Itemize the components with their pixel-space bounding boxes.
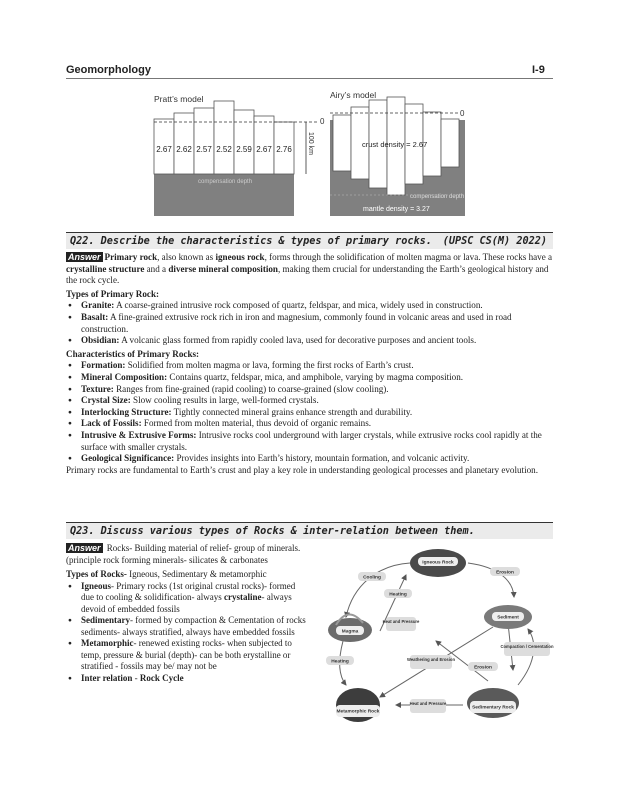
label-erosion-mid: Erosion [474, 665, 492, 671]
q23-question: Q23. Discuss various types of Rocks & inter-relation between them. [70, 526, 475, 537]
label-magma: Magma [341, 629, 359, 635]
list-item: ● Basalt: A fine-grained extrusive rock rich in iron and magnesium, commonly found in volcanic areas and used in road construction. [66, 312, 553, 335]
header-rule [66, 78, 553, 79]
list-item: ● Lack of Fossils: Formed from molten material, thus devoid of organic remains. [66, 418, 553, 430]
chapter-title: Geomorphology [66, 64, 151, 76]
q23-question-bar [66, 522, 553, 539]
page-number: I-9 [532, 64, 545, 76]
list-item: ● Texture: Ranges from fine-grained (rapid cooling) to coarse-grained (slow cooling). [66, 384, 553, 396]
airy-compensation-depth: compensation depth [410, 194, 465, 200]
q23-answer [66, 543, 306, 684]
list-item: ● Metamorphic- renewed existing rocks- when subjected to temp, pressure & burial (depth)- can be both erystalline or stratified - fossils may be/ may not be [66, 638, 306, 673]
answer-tag: Answer [68, 543, 101, 553]
airy-title: Airy’s model [330, 90, 377, 100]
label-sediment: Sediment [497, 615, 519, 621]
list-item: ● Intrusive & Extrusive Forms: Intrusive rocks cool underground with larger crystals, while extrusive rocks cool rapidly at the surface with smaller crystals. [66, 430, 553, 453]
pratt-density-1: 2.67 [156, 145, 172, 154]
label-heat-pressure-top: Heat and Pressure [382, 619, 420, 624]
label-erosion-top: Erosion [496, 570, 514, 576]
label-heating-left: Heating [331, 659, 349, 665]
list-item: ● Interlocking Structure: Tightly connected mineral grains enhance strength and durability. [66, 407, 553, 419]
pratt-zero: 0 [320, 117, 325, 126]
label-compaction: Compaction / Cementation [500, 644, 554, 649]
isostasy-figure [148, 88, 473, 223]
q22-answer [66, 252, 553, 476]
label-metamorphic-rock: Metamorphic Rock [336, 709, 380, 715]
q22-intro: Answer Primary rock, also known as igneous rock, forms through the solidification of molten magma or lava. These rocks have a crystalline structure and a diverse mineral composition, making them crucial for understanding the Earth’s geological history and the rock cycle. [66, 252, 553, 286]
q22-types-list [66, 300, 553, 346]
list-item: ● Igneous- Primary rocks (1st original crustal rocks)- formed due to cooling & solidification- always crystaline- always devoid of embedded fossils [66, 581, 306, 616]
q23-intro: Answer Rocks- Building material of relief- group of minerals. (principle rock forming minerals- silicates & carbonates [66, 543, 301, 565]
pratt-density-7: 2.76 [276, 145, 292, 154]
label-weathering: Weathering and Erosion [406, 657, 456, 662]
airy-mantle-density: mantle density = 3.27 [363, 206, 430, 213]
list-item: ● Mineral Composition: Contains quartz, feldspar, mica, and amphibole, varying by magma composition. [66, 372, 553, 384]
list-item: ● Sedimentary- formed by compaction & Cementation of rocks sediments- always stratified, always have embedded fossils [66, 615, 306, 638]
answer-tag: Answer [68, 252, 101, 262]
q23-types-heading: Types of Rocks- Igneous, Sedimentary & metamorphic [66, 569, 267, 579]
pratt-density-2: 2.62 [176, 145, 192, 154]
pratt-density-4: 2.52 [216, 145, 232, 154]
rock-cycle-diagram [318, 545, 554, 727]
label-heating-top: Heating [389, 592, 407, 598]
q22-question-bar [66, 232, 553, 249]
q22-types-heading: Types of Primary Rock: [66, 288, 160, 299]
label-heat-pressure-bottom: Heat and Pressure [409, 701, 447, 706]
pratt-density-5: 2.59 [236, 145, 252, 154]
list-item: ● Granite: A coarse-grained intrusive rock composed of quartz, feldspar, and mica, widely used in construction. [66, 300, 553, 312]
q23-rock-types-list [66, 581, 306, 685]
list-item: ● Geological Significance: Provides insights into Earth’s history, mountain formation, and volcanic activity. [66, 453, 553, 465]
airy-zero: 0 [460, 109, 465, 118]
list-item: ● Inter relation - Rock Cycle [66, 673, 306, 685]
list-item: ● Obsidian: A volcanic glass formed from rapidly cooled lava, used for decorative purposes and ancient tools. [66, 335, 553, 347]
q22-conclusion: Primary rocks are fundamental to Earth’s crust and play a key role in understanding geological processes and planetary evolution. [66, 464, 538, 475]
pratt-density-3: 2.57 [196, 145, 212, 154]
pratt-density-6: 2.67 [256, 145, 272, 154]
q22-characteristics-heading: Characteristics of Primary Rocks: [66, 348, 200, 359]
label-igneous-rock: Igneous Rock [422, 560, 454, 566]
airy-crust-density: crust density = 2.67 [362, 140, 428, 149]
q22-question: Q22. Describe the characteristics & types of primary rocks. [70, 236, 432, 247]
pratt-scale-label: 100 km [307, 132, 314, 155]
list-item: ● Crystal Size: Slow cooling results in large, well-formed crystals. [66, 395, 553, 407]
pratt-title: Pratt’s model [154, 94, 204, 104]
q22-exam-ref: (UPSC CS(M) 2022) [442, 236, 547, 247]
q22-characteristics-list [66, 360, 553, 464]
list-item: ● Formation: Solidified from molten magma or lava, forming the first rocks of Earth’s crust. [66, 360, 553, 372]
label-sedimentary-rock: Sedimentary Rock [472, 705, 514, 711]
label-cooling: Cooling [363, 575, 381, 581]
pratt-compensation-depth: compensation depth [198, 179, 253, 185]
